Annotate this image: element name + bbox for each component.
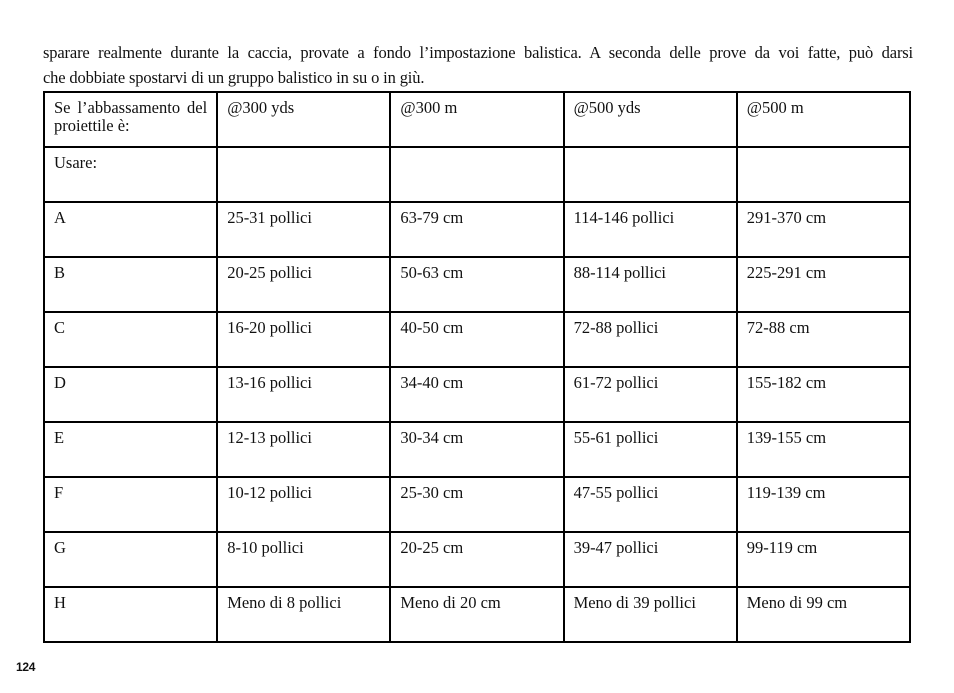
- group-label-cell: F: [44, 477, 217, 532]
- table-cell: 30-34 cm: [390, 422, 563, 477]
- group-label-cell: G: [44, 532, 217, 587]
- table-cell: 8-10 pollici: [217, 532, 390, 587]
- table-cell: 47-55 pollici: [564, 477, 737, 532]
- table-cell: 55-61 pollici: [564, 422, 737, 477]
- table-cell: 119-139 cm: [737, 477, 910, 532]
- table-cell: 20-25 pollici: [217, 257, 390, 312]
- table-cell: 99-119 cm: [737, 532, 910, 587]
- table-cell: 225-291 cm: [737, 257, 910, 312]
- table-cell: [217, 147, 390, 202]
- group-label-cell: C: [44, 312, 217, 367]
- table-cell: 61-72 pollici: [564, 367, 737, 422]
- table-use-row: [44, 147, 910, 202]
- header-cell-300m: @300 m: [390, 92, 563, 147]
- group-label-cell: E: [44, 422, 217, 477]
- table-cell: Meno di 8 pollici: [217, 587, 390, 642]
- table-cell: 50-63 cm: [390, 257, 563, 312]
- table-cell: [737, 147, 910, 202]
- table-cell: 20-25 cm: [390, 532, 563, 587]
- table-cell: [390, 147, 563, 202]
- table-cell: 40-50 cm: [390, 312, 563, 367]
- use-label-cell: Usare:: [44, 147, 217, 202]
- table-row: [44, 257, 910, 312]
- table-cell: 25-30 cm: [390, 477, 563, 532]
- header-cell-500yds: @500 yds: [564, 92, 737, 147]
- table-cell: 39-47 pollici: [564, 532, 737, 587]
- group-label-cell: B: [44, 257, 217, 312]
- table-row: [44, 367, 910, 422]
- table-cell: 72-88 pollici: [564, 312, 737, 367]
- table-cell: 13-16 pollici: [217, 367, 390, 422]
- table-cell: 16-20 pollici: [217, 312, 390, 367]
- group-label-cell: D: [44, 367, 217, 422]
- intro-paragraph: [43, 40, 913, 90]
- intro-line-1: sparare realmente durante la caccia, provate a fondo l’impostazione balistica. A seconda delle prove da voi fatte, può darsi: [43, 43, 913, 62]
- table-row: [44, 422, 910, 477]
- header-cell-500m: @500 m: [737, 92, 910, 147]
- table-cell: 12-13 pollici: [217, 422, 390, 477]
- table-row: [44, 312, 910, 367]
- table-cell: Meno di 39 pollici: [564, 587, 737, 642]
- table-row: [44, 587, 910, 642]
- table-cell: 114-146 pollici: [564, 202, 737, 257]
- page-number: 124: [16, 660, 36, 674]
- intro-line-2: che dobbiate spostarvi di un gruppo balistico in su o in giù.: [43, 68, 425, 87]
- group-label-cell: A: [44, 202, 217, 257]
- table-cell: Meno di 99 cm: [737, 587, 910, 642]
- table-cell: 63-79 cm: [390, 202, 563, 257]
- table-cell: 34-40 cm: [390, 367, 563, 422]
- table-cell: 25-31 pollici: [217, 202, 390, 257]
- table-cell: 88-114 pollici: [564, 257, 737, 312]
- ballistic-group-table: [43, 91, 911, 643]
- table-cell: 139-155 cm: [737, 422, 910, 477]
- table-header-row: [44, 92, 910, 147]
- table-row: [44, 202, 910, 257]
- table-cell: Meno di 20 cm: [390, 587, 563, 642]
- table-row: [44, 477, 910, 532]
- table-cell: 155-182 cm: [737, 367, 910, 422]
- header-cell-300yds: @300 yds: [217, 92, 390, 147]
- header-cell-drop: Se l’abbassamento del proiettile è:: [44, 92, 217, 147]
- table-cell: 72-88 cm: [737, 312, 910, 367]
- table-row: [44, 532, 910, 587]
- table-cell: 10-12 pollici: [217, 477, 390, 532]
- table-cell: [564, 147, 737, 202]
- group-label-cell: H: [44, 587, 217, 642]
- table-cell: 291-370 cm: [737, 202, 910, 257]
